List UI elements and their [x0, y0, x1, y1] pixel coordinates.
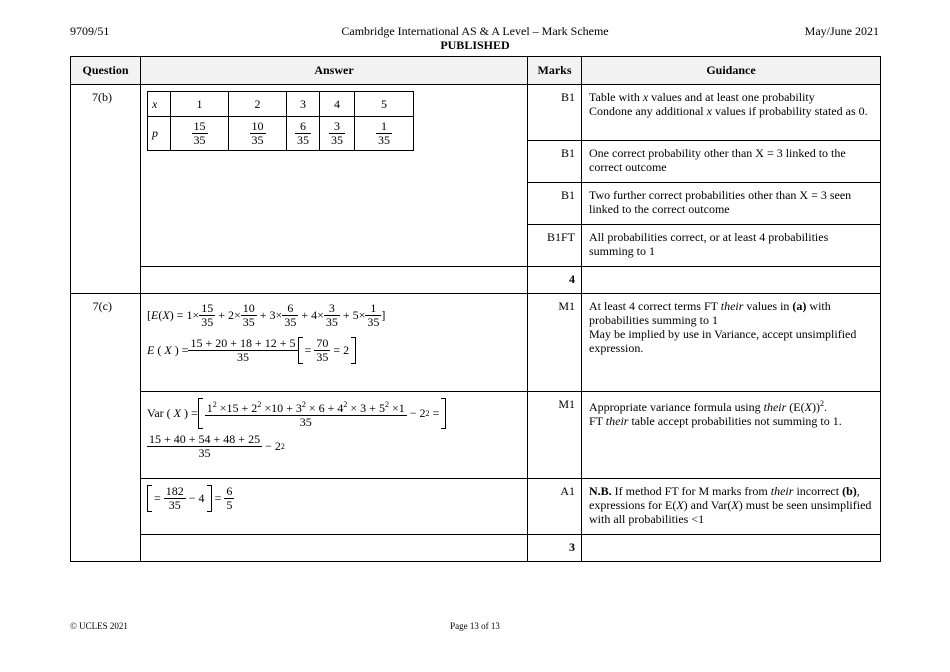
answer-7c-variance [141, 392, 528, 479]
mark-code: M1 [528, 392, 582, 479]
col-question: Question [71, 57, 141, 85]
col-answer: Answer [141, 57, 528, 85]
variance-result: = 182 35 − 4 = 6 5 [147, 485, 521, 512]
probability-table [147, 91, 414, 151]
guidance-text: One correct probability other than X = 3 linked to the correct outcome [582, 141, 881, 183]
guidance-text: Two further correct probabilities other than X = 3 seen linked to the correct outcome [582, 183, 881, 225]
col-marks: Marks [528, 57, 582, 85]
guidance-text: N.B. If method FT for M marks from their incorrect (b), expressions for E(X) and Var(X) must be seen unsimplified with all probabilities <1 [582, 479, 881, 535]
expectation-result: E ( X ) = $\frac{15 + 20 + 18 + 12 + 5}{35}$ = 70 35 = 2 [147, 337, 521, 364]
total-marks-7c: 3 [528, 535, 582, 562]
p-value: $\frac{6}{35}$ [287, 117, 320, 151]
x-value: 5 [355, 92, 414, 117]
p-label: p [148, 117, 171, 151]
copyright: © UCLES 2021 [70, 621, 128, 631]
mark-code: M1 [528, 294, 582, 392]
expectation-sum: [ E ( X ) = 1× 15 35 + 2× 10 35 + 3× 6 35 + 4× 3 35 + 5× 1 35 ] [147, 301, 386, 329]
guidance-text: Table with x values and at least one probability Condone any additional x values if probability stated as 0. [582, 85, 881, 141]
mark-code: A1 [528, 479, 582, 535]
mark-code: B1 [528, 85, 582, 141]
table-row [71, 267, 881, 294]
mark-code: B1FT [528, 225, 582, 267]
table-row [71, 392, 881, 479]
question-label-7c: 7(c) [71, 294, 141, 562]
guidance-text: All probabilities correct, or at least 4 probabilities summing to 1 [582, 225, 881, 267]
variance-expression: 15 + 40 + 54 + 48 + 25 35 − 2 2 [149, 432, 285, 460]
answer-7b [141, 85, 528, 267]
published-label: PUBLISHED [440, 38, 510, 52]
question-label-7b: 7(b) [71, 85, 141, 294]
exam-session: May/June 2021 [804, 24, 879, 38]
total-marks-7b: 4 [528, 267, 582, 294]
guidance-empty [582, 267, 881, 294]
answer-7c-expectation [141, 294, 528, 392]
paper-code: 9709/51 [70, 24, 110, 38]
guidance-text: At least 4 correct terms FT their values in (a) with probabilities summing to 1 May be implied by use in Variance, accept unsimplified expression. [582, 294, 881, 392]
table-row [71, 479, 881, 535]
table-row [71, 294, 881, 392]
table-row [71, 85, 881, 141]
col-guidance: Guidance [582, 57, 881, 85]
mark-code: B1 [528, 183, 582, 225]
guidance-empty [582, 535, 881, 562]
x-value: 4 [320, 92, 355, 117]
p-value: $\frac{10}{35}$ [229, 117, 287, 151]
table-header-row [71, 57, 881, 85]
page-number: Page 13 of 13 [450, 621, 500, 631]
answer-empty [141, 267, 528, 294]
mark-scheme-table [70, 56, 881, 562]
p-value: $\frac{3}{35}$ [320, 117, 355, 151]
variance-formula: Var ( X ) = $1^2 \times 15 + 2^2 \times 10 + 3^2 \times 6 + 4^2 \times 3 + 5^2 \times 1$ 35 − 2 2 = [147, 398, 521, 429]
guidance-text: Appropriate variance formula using their $(E(X))^2$. FT their table accept probabilities not summing to 1. [582, 392, 881, 479]
p-value: $\frac{1}{35}$ [355, 117, 414, 151]
x-label: x [148, 92, 171, 117]
answer-7c-result [141, 479, 528, 535]
answer-empty [141, 535, 528, 562]
table-row [71, 535, 881, 562]
p-value: $\frac{15}{35}$ [171, 117, 229, 151]
x-value: 3 [287, 92, 320, 117]
x-value: 1 [171, 92, 229, 117]
mark-code: B1 [528, 141, 582, 183]
x-value: 2 [229, 92, 287, 117]
document-title: Cambridge International AS & A Level – Mark Scheme [341, 24, 609, 38]
